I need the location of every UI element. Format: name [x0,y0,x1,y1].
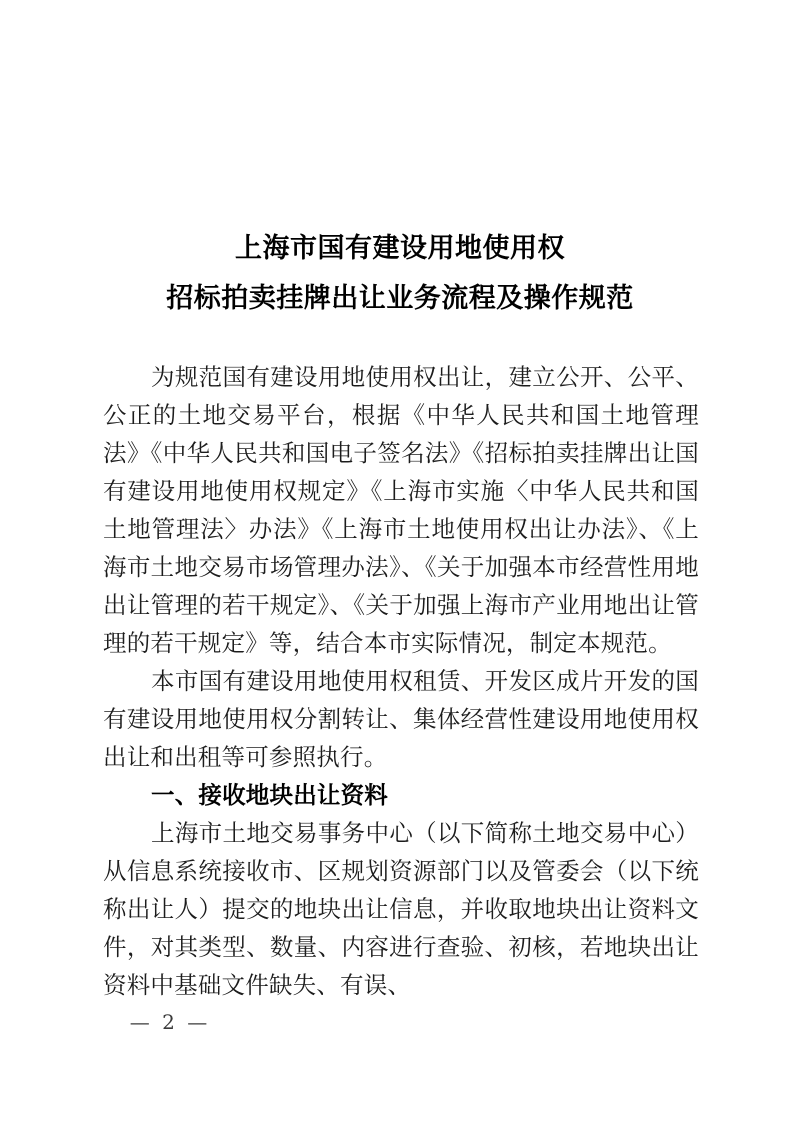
section-heading-1: 一、接收地块出让资料 [151,781,388,809]
title-line-1: 上海市国有建设用地使用权 [235,233,565,264]
title-line-2: 招标拍卖挂牌出让业务流程及操作规范 [166,283,634,314]
paragraph-purpose: 为规范国有建设用地使用权出让，建立公开、公平、公正的土地交易平台，根据《中华人民共和国土地管理法》《中华人民共和国电子签名法》《招标拍卖挂牌出让国有建设用地使用权规定》《上海市实施〈中华人民共和国土地管理法〉办法》《上海市土地使用权出让办法》、《上海市土地交易市场管理办法》、《关于加强本市经营性用地出让管理的若干规定》、《关于加强上海市产业用地出让管理的若干规定》等，结合本市实际情况，制定本规范。 [103,363,699,657]
paragraph-scope: 本市国有建设用地使用权租赁、开发区成片开发的国有建设用地使用权分割转让、集体经营性建设用地使用权出让和出租等可参照执行。 [103,667,699,771]
paragraph-section-1-body: 上海市土地交易事务中心（以下简称土地交易中心）从信息系统接收市、区规划资源部门以及管委会（以下统称出让人）提交的地块出让信息，并收取地块出让资料文件，对其类型、数量、内容进行查验、初核，若地块出让资料中基础文件缺失、有误、 [103,819,699,999]
page-title [100,224,700,324]
page-number: — 2 — [129,1010,211,1034]
document-body [103,358,699,1004]
